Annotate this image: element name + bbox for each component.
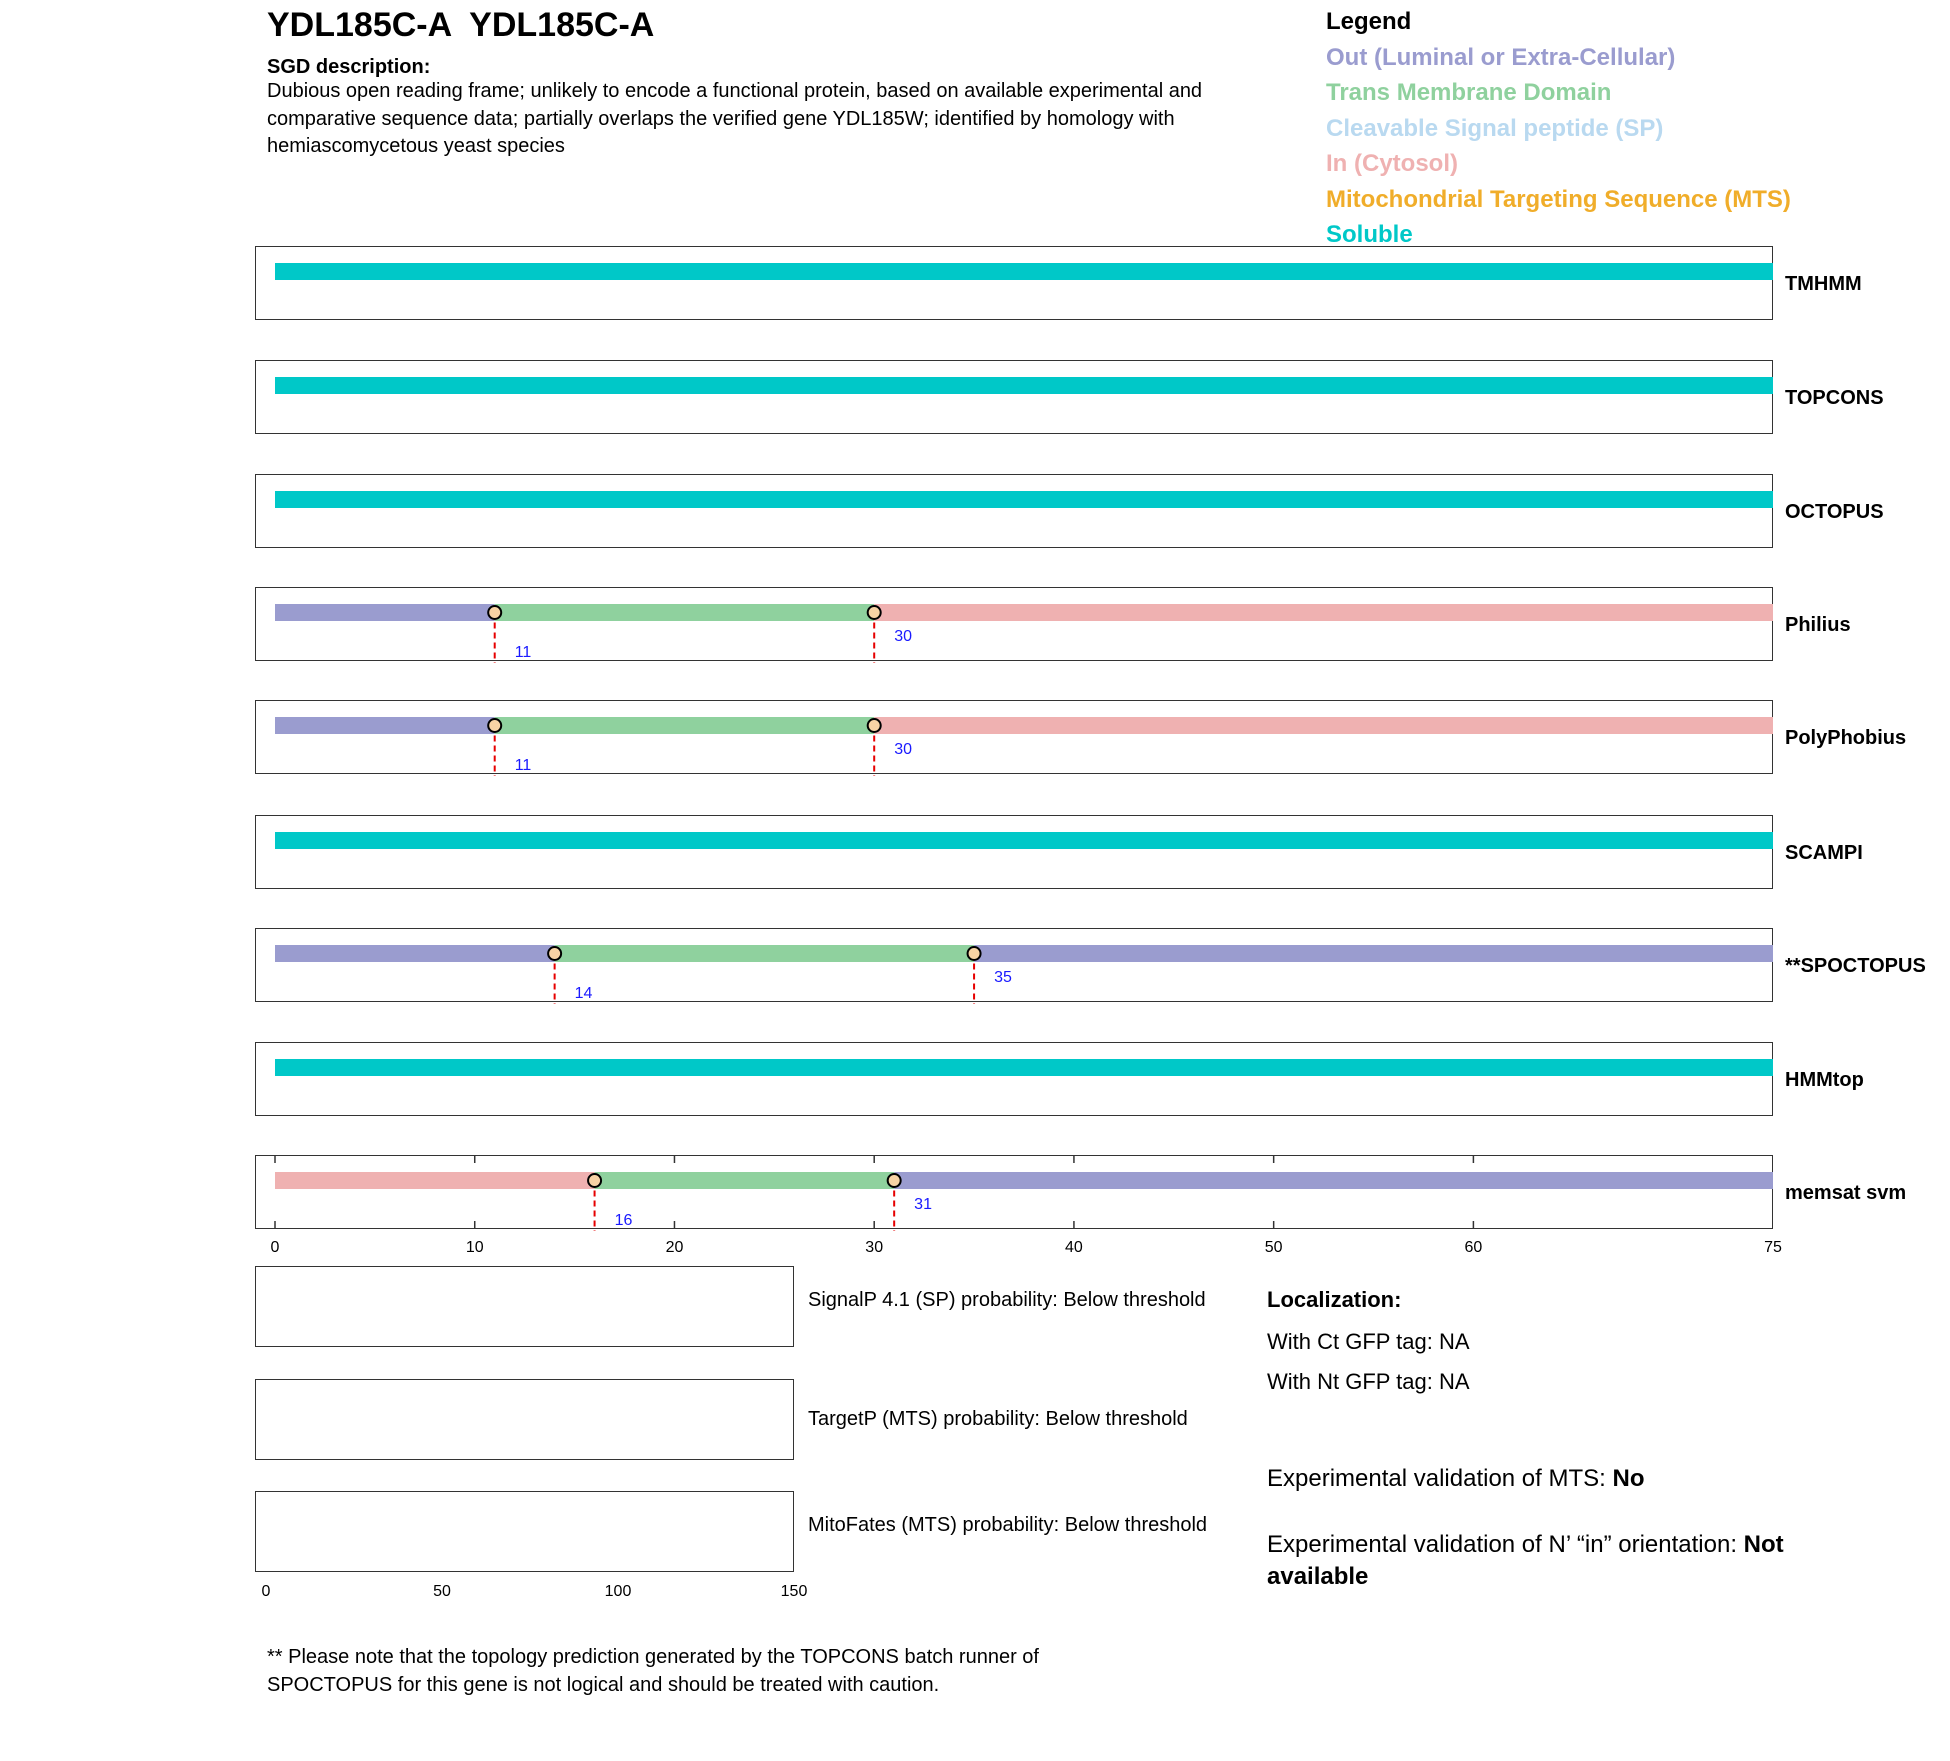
segment-tm: [495, 604, 874, 621]
localization-nt: With Nt GFP tag: NA: [1267, 1369, 1470, 1394]
segment-soluble: [275, 491, 1773, 508]
probability-axis: [0, 1570, 820, 1610]
experimental-orientation-label: Experimental validation of N’ “in” orientation:: [1267, 1531, 1744, 1558]
targetp-plot-box: [255, 1379, 794, 1460]
method-label-topcons: TOPCONS: [1785, 387, 1884, 409]
signalp-probability-text: SignalP 4.1 (SP) probability: Below threshold: [808, 1289, 1206, 1311]
prob-tick-label: 150: [780, 1583, 808, 1600]
track-plot-polyphobius: [255, 700, 1773, 778]
x-axis-labels: [0, 1229, 1800, 1259]
targetp-probability-text: TargetP (MTS) probability: Below threshold: [808, 1408, 1188, 1430]
boundary-marker: [548, 947, 561, 960]
legend-item-out: Out (Luminal or Extra-Cellular): [1326, 43, 1676, 71]
experimental-orientation-value: Not available: [1267, 1531, 1784, 1590]
sgd-description-text: Dubious open reading frame; unlikely to encode a functional protein, based on available experimental and comparative sequence data; partially overlaps the verified gene YDL185W; identified by homology with hemiascomycetous yeast species: [267, 80, 1203, 157]
boundary-marker: [868, 719, 881, 732]
localization-ct: With Ct GFP tag: NA: [1267, 1329, 1470, 1354]
experimental-mts-value: No: [1612, 1465, 1645, 1492]
signalp-plot-box: [255, 1266, 794, 1347]
method-label-philius: Philius: [1785, 614, 1851, 636]
method-label-memsat-svm: memsat svm: [1785, 1182, 1907, 1204]
track-plot-topcons: [255, 360, 1773, 438]
x-tick-label: 0: [270, 1239, 280, 1256]
boundary-label: 14: [574, 985, 593, 1002]
boundary-marker: [888, 1174, 901, 1187]
track-plot-hmmtop: [255, 1042, 1773, 1120]
boundary-marker: [488, 606, 501, 619]
x-tick-label: 30: [865, 1239, 884, 1256]
track-plot-spoctopus: [255, 928, 1773, 1006]
track-plot-tmhmm: [255, 246, 1773, 324]
mitofates-plot-box: [255, 1491, 794, 1572]
method-label-tmhmm: TMHMM: [1785, 273, 1862, 295]
x-tick-label: 75: [1764, 1239, 1782, 1256]
segment-in: [275, 1172, 595, 1189]
legend-item-tm: Trans Membrane Domain: [1326, 79, 1612, 106]
x-tick-label: 20: [665, 1239, 684, 1256]
segment-out: [275, 945, 555, 962]
segment-soluble: [275, 832, 1773, 849]
boundary-marker: [588, 1174, 601, 1187]
gene-title: YDL185C-A YDL185C-A: [267, 6, 655, 44]
segment-in: [874, 604, 1773, 621]
segment-soluble: [275, 263, 1773, 280]
boundary-label: 30: [894, 741, 912, 758]
x-tick-label: 50: [1264, 1239, 1283, 1256]
track-plot-scampi: [255, 815, 1773, 893]
legend-item-in: In (Cytosol): [1326, 150, 1458, 177]
x-tick-label: 10: [465, 1239, 484, 1256]
track-plot-philius: [255, 587, 1773, 665]
boundary-marker: [968, 947, 981, 960]
segment-tm: [495, 717, 874, 734]
track-plot-memsat-svm: [255, 1155, 1773, 1233]
boundary-label: 30: [894, 628, 912, 645]
segment-tm: [595, 1172, 895, 1189]
boundary-marker: [868, 606, 881, 619]
method-label-polyphobius: PolyPhobius: [1785, 727, 1907, 749]
prob-tick-label: 0: [261, 1583, 271, 1600]
segment-in: [874, 717, 1773, 734]
segment-out: [275, 717, 495, 734]
x-tick-label: 60: [1464, 1239, 1483, 1256]
legend-item-mts: Mitochondrial Targeting Sequence (MTS): [1326, 185, 1791, 213]
experimental-mts-label: Experimental validation of MTS:: [1267, 1465, 1613, 1492]
track-plot-octopus: [255, 474, 1773, 552]
localization-title: Localization:: [1267, 1287, 1402, 1312]
segment-out: [275, 604, 495, 621]
boundary-label: 31: [914, 1196, 932, 1213]
method-label-spoctopus: **SPOCTOPUS: [1785, 955, 1926, 977]
boundary-label: 35: [994, 969, 1012, 986]
boundary-label: 16: [614, 1212, 633, 1229]
sgd-description-label: SGD description:: [267, 56, 431, 78]
method-label-hmmtop: HMMtop: [1785, 1069, 1864, 1091]
mitofates-probability-text: MitoFates (MTS) probability: Below threshold: [808, 1514, 1208, 1536]
x-tick-label: 40: [1065, 1239, 1083, 1256]
boundary-label: 11: [514, 644, 532, 661]
legend-title: Legend: [1326, 8, 1412, 35]
boundary-marker: [488, 719, 501, 732]
experimental-orientation: [1267, 1529, 1867, 1593]
prob-tick-label: 100: [604, 1583, 632, 1600]
segment-soluble: [275, 377, 1773, 394]
segment-soluble: [275, 1059, 1773, 1076]
segment-out: [974, 945, 1773, 962]
prob-tick-label: 50: [433, 1583, 451, 1600]
segment-out: [894, 1172, 1773, 1189]
method-label-scampi: SCAMPI: [1785, 842, 1863, 864]
segment-tm: [555, 945, 974, 962]
legend-item-soluble: Soluble: [1326, 221, 1413, 248]
legend: [1326, 4, 1791, 253]
experimental-mts: [1267, 1463, 1867, 1495]
method-label-octopus: OCTOPUS: [1785, 501, 1884, 523]
legend-item-sp: Cleavable Signal peptide (SP): [1326, 114, 1664, 142]
boundary-label: 11: [514, 757, 532, 774]
footnote: ** Please note that the topology prediction generated by the TOPCONS batch runner of SPOCTOPUS for this gene is not logical and should be treated with caution.: [267, 1646, 1039, 1696]
